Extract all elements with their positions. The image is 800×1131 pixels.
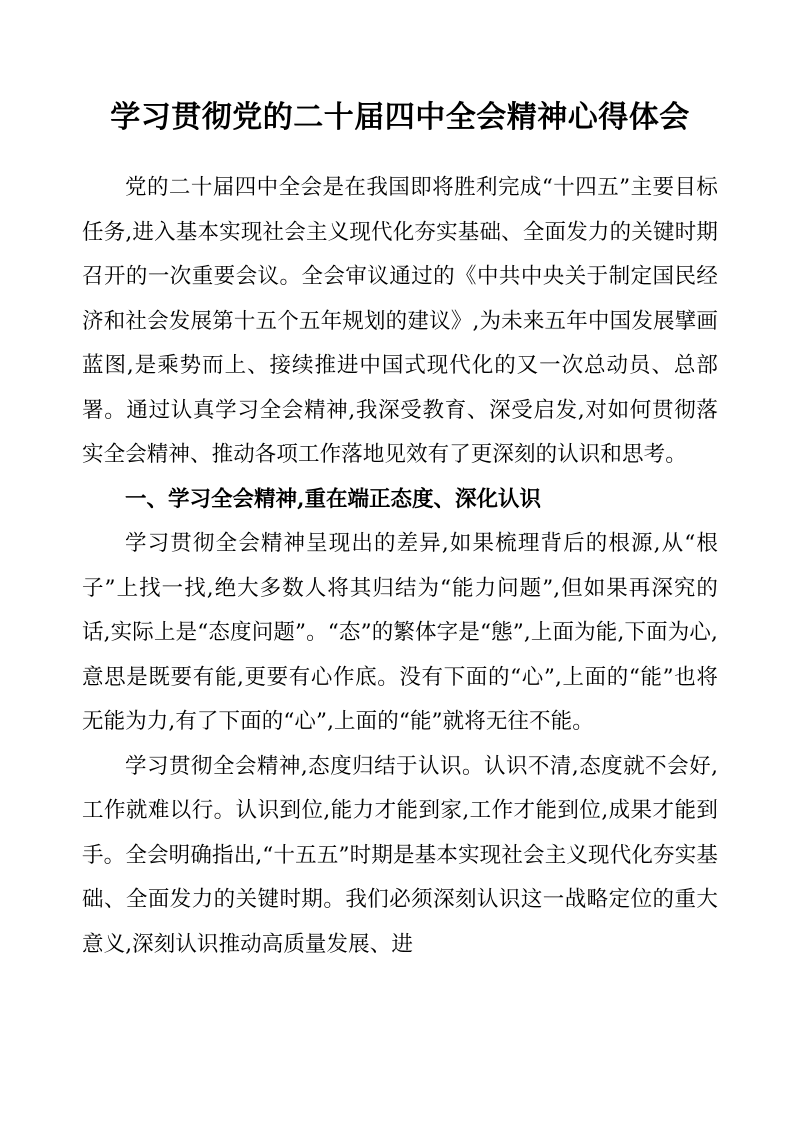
paragraph-3: 学习贯彻全会精神,态度归结于认识。认识不清,态度就不会好,工作就难以行。认识到位,能力才能到家,工作才能到位,成果才能到手。全会明确指出,“十五五”时期是基本实现社会主义现代化夯实基础、全面发力的关键时期。我们必须深刻认识这一战略定位的重大意义,深刻认识推动高质量发展、进 (82, 753, 718, 957)
paragraph-2: 学习贯彻全会精神呈现出的差异,如果梳理背后的根源,从“根子”上找一找,绝大多数人将其归结为“能力问题”,但如果再深究的话,实际上是“态度问题”。“态”的繁体字是“態”,上面为能,下面为心,意思是既要有能,更要有心作底。没有下面的“心”,上面的“能”也将无能为力,有了下面的“心”,上面的“能”就将无往不能。 (82, 531, 718, 734)
paragraph-1: 党的二十届四中全会是在我国即将胜利完成“十四五”主要目标任务,进入基本实现社会主义现代化夯实基础、全面发力的关键时期召开的一次重要会议。全会审议通过的《中共中央关于制定国民经济和社会发展第十五个五年规划的建议》,为未来五年中国发展擘画蓝图,是乘势而上、接续推进中国式现代化的又一次总动员、总部署。通过认真学习全会精神,我深受教育、深受启发,对如何贯彻落实全会精神、推动各项工作落地见效有了更深刻的认识和思考。 (82, 175, 718, 467)
page-title: 学习贯彻党的二十届四中全会精神心得体会 (110, 100, 690, 135)
section-heading-1: 一、学习全会精神,重在端正态度、深化认识 (125, 486, 541, 512)
